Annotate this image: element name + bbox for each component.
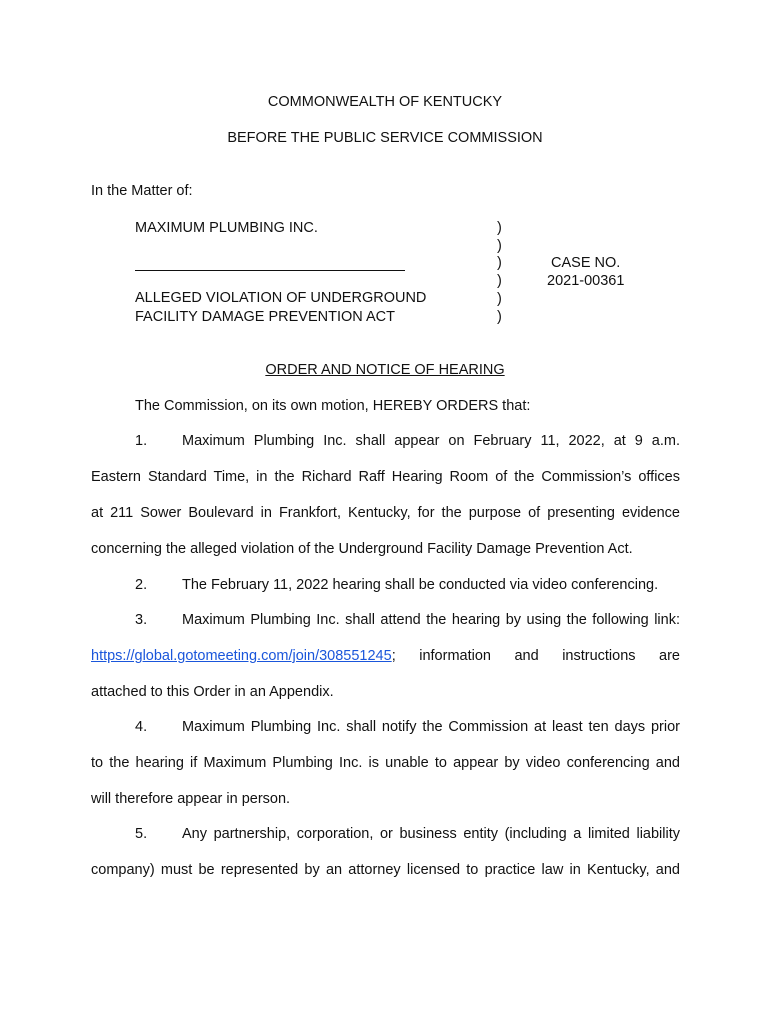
order-title: ORDER AND NOTICE OF HEARING [265, 362, 505, 378]
allegation-line-1: ALLEGED VIOLATION OF UNDERGROUND [135, 290, 427, 306]
order-intro: The Commission, on its own motion, HEREBY ORDERS that: [135, 398, 531, 414]
paragraph-4-line-1: Maximum Plumbing Inc. shall notify the Commission at least ten days prior [182, 719, 680, 735]
paragraph-4-line-3: will therefore appear in person. [91, 791, 291, 807]
paragraph-3-line-3: attached to this Order in an Appendix. [91, 684, 334, 700]
paragraph-1-line-4: concerning the alleged violation of the Underground Facility Damage Prevention Act. [91, 541, 633, 557]
paragraph-3-line-1: Maximum Plumbing Inc. shall attend the hearing by using the following link: [182, 612, 680, 628]
paragraph-1-line-3: at 211 Sower Boulevard in Frankfort, Kentucky, for the purpose of presenting evidence [91, 505, 680, 521]
caption-paren: ) [497, 238, 502, 254]
paragraph-3-line-2-rest: ; information and instructions are [391, 648, 680, 664]
party-name: MAXIMUM PLUMBING INC. [135, 220, 318, 236]
paragraph-2-line-1: The February 11, 2022 hearing shall be conducted via video conferencing. [182, 577, 659, 593]
header-commission: BEFORE THE PUBLIC SERVICE COMMISSION [227, 130, 543, 146]
caption-paren: ) [497, 291, 502, 307]
paragraph-5-line-1: Any partnership, corporation, or business entity (including a limited liability [182, 826, 680, 842]
paragraph-4-line-2: to the hearing if Maximum Plumbing Inc. is unable to appear by video conferencing and [91, 755, 680, 771]
caption-paren: ) [497, 273, 502, 289]
paragraph-number: 2. [135, 577, 148, 593]
paragraph-number: 3. [135, 612, 148, 628]
caption-rule [135, 270, 405, 271]
caption-paren: ) [497, 220, 502, 236]
paragraph-number: 4. [135, 719, 148, 735]
allegation-line-2: FACILITY DAMAGE PREVENTION ACT [135, 309, 395, 325]
gotomeeting-link[interactable]: https://global.gotomeeting.com/join/308551245 [91, 648, 392, 664]
case-number-label: CASE NO. [551, 255, 621, 271]
paragraph-number: 5. [135, 826, 148, 842]
caption-paren: ) [497, 255, 502, 271]
paragraph-1-line-1: Maximum Plumbing Inc. shall appear on February 11, 2022, at 9 a.m. [182, 433, 680, 449]
header-commonwealth: COMMONWEALTH OF KENTUCKY [267, 94, 503, 110]
paragraph-number: 1. [135, 433, 148, 449]
paragraph-5-line-2: company) must be represented by an attorney licensed to practice law in Kentucky, and [91, 862, 680, 878]
paragraph-1-line-2: Eastern Standard Time, in the Richard Raff Hearing Room of the Commission’s offices [91, 469, 680, 485]
case-number: 2021-00361 [547, 273, 625, 289]
in-the-matter-of: In the Matter of: [91, 183, 193, 199]
paragraph-3-line-2 [91, 648, 680, 664]
caption-paren: ) [497, 309, 502, 325]
